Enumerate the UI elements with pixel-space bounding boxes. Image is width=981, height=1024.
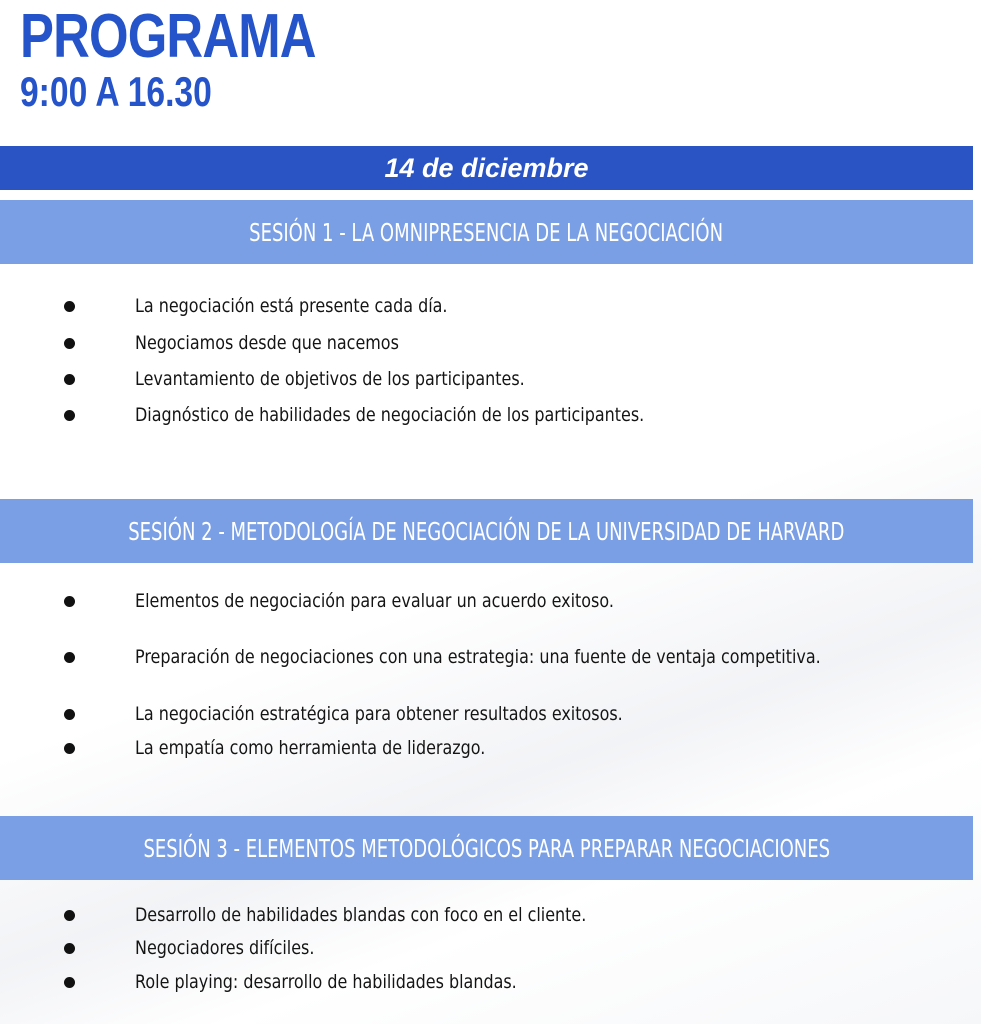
list-item [0,401,960,429]
list-item-text: Levantamiento de objetivos de los participantes. [135,368,525,390]
date-label: 14 de diciembre [384,152,589,183]
session-3-header [0,816,973,880]
list-item [0,587,960,615]
session-2-title: SESIÓN 2 - METODOLOGÍA DE NEGOCIACIÓN DE LA UNIVERSIDAD DE HARVARD [128,516,845,546]
bullet-icon [64,301,75,312]
session-2-header [0,499,973,563]
list-item [0,365,960,393]
bullet-icon [64,977,75,988]
bullet-icon [64,709,75,720]
list-item-text: La negociación estratégica para obtener resultados exitosos. [135,703,623,725]
list-item [0,934,960,962]
list-item [0,901,960,929]
list-item-text: Diagnóstico de habilidades de negociación de los participantes. [135,404,645,426]
schedule-time: 9:00 A 16.30 [20,68,212,115]
list-item [0,700,960,728]
session-1-title: SESIÓN 1 - LA OMNIPRESENCIA DE LA NEGOCIACIÓN [249,217,724,247]
list-item [0,643,960,671]
page-title: PROGRAMA [20,2,316,71]
bullet-icon [64,743,75,754]
list-item [0,292,960,320]
list-item-text: La negociación está presente cada día. [135,295,448,317]
date-banner [0,146,973,190]
list-item-text: Elementos de negociación para evaluar un acuerdo exitoso. [135,590,614,612]
bullet-icon [64,338,75,349]
session-1-header [0,200,973,264]
list-item-text: Preparación de negociaciones con una estrategia: una fuente de ventaja competitiva. [135,646,821,668]
bullet-icon [64,910,75,921]
list-item [0,968,960,996]
list-item [0,734,960,762]
bullet-icon [64,596,75,607]
bullet-icon [64,943,75,954]
bullet-icon [64,374,75,385]
list-item [0,329,960,357]
bullet-icon [64,410,75,421]
list-item-text: Negociadores difíciles. [135,937,315,959]
session-3-title: SESIÓN 3 - ELEMENTOS METODOLÓGICOS PARA PREPARAR NEGOCIACIONES [143,833,830,863]
list-item-text: Desarrollo de habilidades blandas con foco en el cliente. [135,904,587,926]
list-item-text: La empatía como herramienta de liderazgo. [135,737,486,759]
list-item-text: Role playing: desarrollo de habilidades blandas. [135,971,517,993]
list-item-text: Negociamos desde que nacemos [135,332,399,354]
bullet-icon [64,652,75,663]
